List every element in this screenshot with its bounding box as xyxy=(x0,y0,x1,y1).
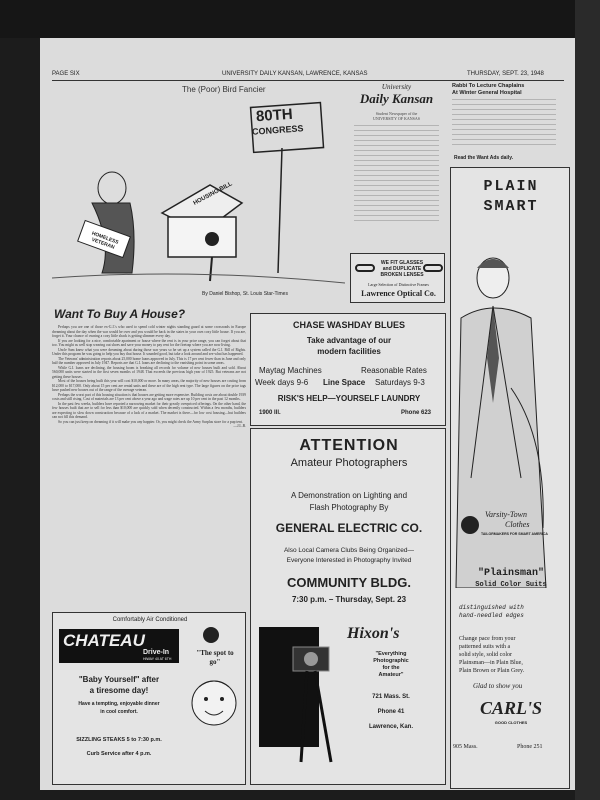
editorial-p4: The Veterans' administration reports about 25,000 home loans approved in July. This is 17 per cent fewer than in June and only half the number approved in July 1947. Reports are that G.I. loans are declining to the vanishing point in some areas. xyxy=(52,356,246,365)
chase-sub2: modern facilities xyxy=(317,347,381,356)
attention-title: ATTENTION xyxy=(299,437,399,454)
baby-illustration xyxy=(185,675,243,737)
rabbi-body xyxy=(452,99,556,147)
masthead xyxy=(52,71,572,83)
plain-tag2: hand-needled edges xyxy=(459,612,524,619)
attention-sub: Amateur Photographers xyxy=(290,457,408,469)
kansan-sub1: Student Newspaper of the xyxy=(375,111,418,116)
editorial-body xyxy=(52,325,246,429)
chateau-baby2: a tiresome day! xyxy=(89,686,149,695)
carls-sub: GOOD CLOTHES xyxy=(494,720,528,725)
chateau-name: CHATEAU xyxy=(63,631,145,650)
plain-copy1: Change pace from your xyxy=(459,636,516,642)
kansan-name: Daily Kansan xyxy=(359,91,434,106)
editorial-p3: Uncle Sam knew what you were dreaming about during those war years so he set up a system called the G.I. Bill of Rights. Under this program he was going to help you buy that house. It sounded good, but take a look around and see what has happened. xyxy=(52,347,246,356)
smart-title: SMART xyxy=(483,198,539,215)
plainsman-subtitle: Solid Color Suits xyxy=(475,581,547,589)
paper-name: UNIVERSITY DAILY KANSAN, LAWRENCE, KANSAS xyxy=(222,71,368,77)
attention-venue: COMMUNITY BLDG. xyxy=(287,575,411,590)
scan-border-right xyxy=(575,0,600,800)
hixons-q2: Photographic xyxy=(373,658,409,664)
glasses-icon-right xyxy=(423,264,443,272)
chase-ad xyxy=(250,313,446,426)
plain-copy5: Plain Brown or Plain Grey. xyxy=(459,668,525,674)
plain-copy4: Plainsman—in Plain Blue, xyxy=(459,660,523,666)
chase-name: RISK'S HELP—YOURSELF LAUNDRY xyxy=(277,394,421,403)
varsity-brand1: Varsity-Town xyxy=(485,510,527,519)
editorial-p7: Perhaps the worst part of this housing situation is that houses are getting more expensive. Building costs are about double 1939 costs and still rising. Cost of materials are 13 per cent above a year ago and wage rates are up 10 per cent in the past 12 months. xyxy=(52,392,246,401)
carls-address: 905 Mass. xyxy=(453,744,478,750)
varsity-brand2: Clothes xyxy=(505,520,530,529)
chateau-curb: Curb Service after 4 p.m. xyxy=(86,751,152,757)
optical-line3: BROKEN LENSES xyxy=(380,272,424,278)
chase-title: CHASE WASHDAY BLUES xyxy=(292,320,406,330)
editorial-p5: While G.I. loans are declining, the housing boom is breaking all records for volume of new houses built and sold. About 560,000 units were started in the first seven months of 1948. That exceeds the previous high year of 1925. But veterans are not getting these houses. xyxy=(52,365,246,379)
glasses-icon xyxy=(355,264,375,272)
plain-title: PLAIN xyxy=(483,178,539,195)
plainsman-title: "Plainsman" xyxy=(477,568,544,579)
chateau-spot1: "The spot to xyxy=(196,649,234,657)
chase-address: 1900 Ill. xyxy=(259,410,281,416)
attention-l1: A Demonstration on Lighting and xyxy=(290,491,408,500)
rabbi-article xyxy=(448,83,560,163)
plain-glad: Glad to show you xyxy=(473,682,523,690)
rabbi-headline1: Rabbi To Lecture Chaplains xyxy=(452,83,525,89)
plain-copy2: patterned suits with a xyxy=(459,644,511,650)
veteran-label: HOMELESS VETERAN xyxy=(90,230,120,251)
attention-l4: Everyone Interested in Photography Invited xyxy=(286,557,412,564)
attention-time: 7:30 p.m. – Thursday, Sept. 23 xyxy=(291,595,407,604)
cartoon xyxy=(52,83,345,305)
editorial-p8: In the past few weeks, builders have reported a narrowing market for their greatly overpriced offerings. On the other hand, the few houses built that are to sell for less than $10,000 are quickly sold when decently constructed. Within a few months, builders are expecting to slow down construction because of a lack of a market. The market is there—for low cost housing—but builders can not fill this demand. xyxy=(52,401,246,419)
chateau-steaks: SIZZLING STEAKS 5 to 7:30 p.m. xyxy=(76,737,162,743)
optical-name: Lawrence Optical Co. xyxy=(361,289,436,298)
editorial-headline: Want To Buy A House? xyxy=(54,307,186,321)
plain-tag1: distinguished with xyxy=(459,604,524,611)
chase-left2: Week days 9-6 xyxy=(255,378,309,387)
carls-phone: Phone 251 xyxy=(517,744,543,750)
page-number: PAGE SIX xyxy=(52,71,80,77)
hixons-logo: Hixon's xyxy=(347,625,400,642)
varsity-town-logo xyxy=(461,510,565,548)
sign-80th: 80TH xyxy=(255,105,294,126)
plain-copy3: solid style, solid color xyxy=(459,652,512,658)
cartoon-title: The (Poor) Bird Fancier xyxy=(182,85,266,94)
attention-l2: Flash Photography By xyxy=(309,503,389,512)
chateau-ad xyxy=(52,612,246,785)
chase-phone: Phone 623 xyxy=(401,410,432,416)
cartoon-credit: By Daniel Bishop, St. Louis Star-Times xyxy=(202,291,288,297)
hixons-q1: "Everything xyxy=(375,651,407,657)
optical-line2: and DUPLICATE xyxy=(382,266,422,272)
editorial-p1: Perhaps you are one of those ex-G.I.'s who used to spend cold winter nights standing guard at some crossroads in Europe dreaming about the day when the war would be over and you would be back in the states in your own cozy little house. If you are, forget it. Your chance of owning a cozy little shack is getting slimmer every day. xyxy=(52,325,246,338)
hixons-addr3: Lawrence, Kan. xyxy=(368,724,413,730)
plain-smart-ad xyxy=(450,167,570,789)
kansan-university: University xyxy=(381,83,412,91)
scan-border-top xyxy=(0,0,600,38)
chateau-dot-icon xyxy=(203,627,219,643)
editorial-p9: So you can just keep on dreaming if it will make you any happier. Or, you might check the Army Surplus store for a pup tent. xyxy=(58,419,243,424)
chateau-hwy: HIWAY 40 AT 6TH xyxy=(143,657,172,661)
hixons-addr2: Phone 41 xyxy=(377,709,405,715)
hixons-q3: for the xyxy=(382,665,400,671)
kansan-box xyxy=(350,83,443,231)
chase-right1: Reasonable Rates xyxy=(361,366,427,375)
chateau-spot2: go" xyxy=(209,658,221,666)
chateau-l2: in cool comfort. xyxy=(100,709,138,715)
masthead-rule xyxy=(52,80,564,81)
attention-l3: Also Local Camera Clubs Being Organized— xyxy=(283,547,415,554)
varsity-circle-icon xyxy=(461,516,479,534)
editorial xyxy=(52,307,246,607)
chateau-baby1: "Baby Yourself" after xyxy=(78,675,160,684)
editorial-p6: Most of the houses being built this year will cost $10,000 or more. In many areas, the majority of new houses are costing from $12,000 to $17,000. Only about 15 per cent are rental units and these are of the high rent type. The large figures on the price tags have pushed new houses out of the range of the average veteran. xyxy=(52,379,246,392)
kansan-sub2: UNIVERSITY OF KANSAS xyxy=(373,116,420,121)
chateau-top: Comfortably Air Conditioned xyxy=(112,617,188,623)
rabbi-footer: Read the Want Ads daily. xyxy=(454,155,513,161)
photographer-illustration xyxy=(257,617,337,767)
birdhouse-label: HOUSING BILL xyxy=(192,181,234,207)
kansan-staff-list xyxy=(354,125,439,225)
chase-sub1: Take advantage of our xyxy=(306,336,392,345)
chase-right2: Saturdays 9-3 xyxy=(375,378,425,387)
editorial-p2: If you are looking for a nice, comfortable apartment or house where the rent is in your price range, you can forget about that too. You might as well stop wearing out shoes and save your money to pay rent for the firetrap where you are now living. xyxy=(52,338,246,347)
carls-logo: CARL'S xyxy=(479,698,543,718)
editorial-signature: —J.L.B. xyxy=(233,424,246,428)
chase-mid2: Line Space xyxy=(323,378,366,387)
attention-company: GENERAL ELECTRIC CO. xyxy=(275,521,423,535)
chateau-drive: Drive-In xyxy=(143,649,170,656)
varsity-brand3: TAILORMAKERS FOR SMART AMERICA xyxy=(481,532,548,536)
hixons-q4: Amateur" xyxy=(378,672,404,678)
optical-frames: Large Selection of Distinctive Frames xyxy=(368,282,429,287)
chateau-l1: Have a tempting, enjoyable dinner xyxy=(78,701,160,707)
optical-line1: WE FIT GLASSES xyxy=(380,260,424,266)
rabbi-headline2: At Winter General Hospital xyxy=(452,90,522,96)
issue-date: THURSDAY, SEPT. 23, 1948 xyxy=(467,71,544,77)
sign-congress: CONGRESS xyxy=(251,123,304,137)
ge-photo-ad xyxy=(250,428,446,785)
chase-left1: Maytag Machines xyxy=(259,366,322,375)
hixons-addr1: 721 Mass. St. xyxy=(372,694,410,700)
optical-ad xyxy=(350,253,445,303)
